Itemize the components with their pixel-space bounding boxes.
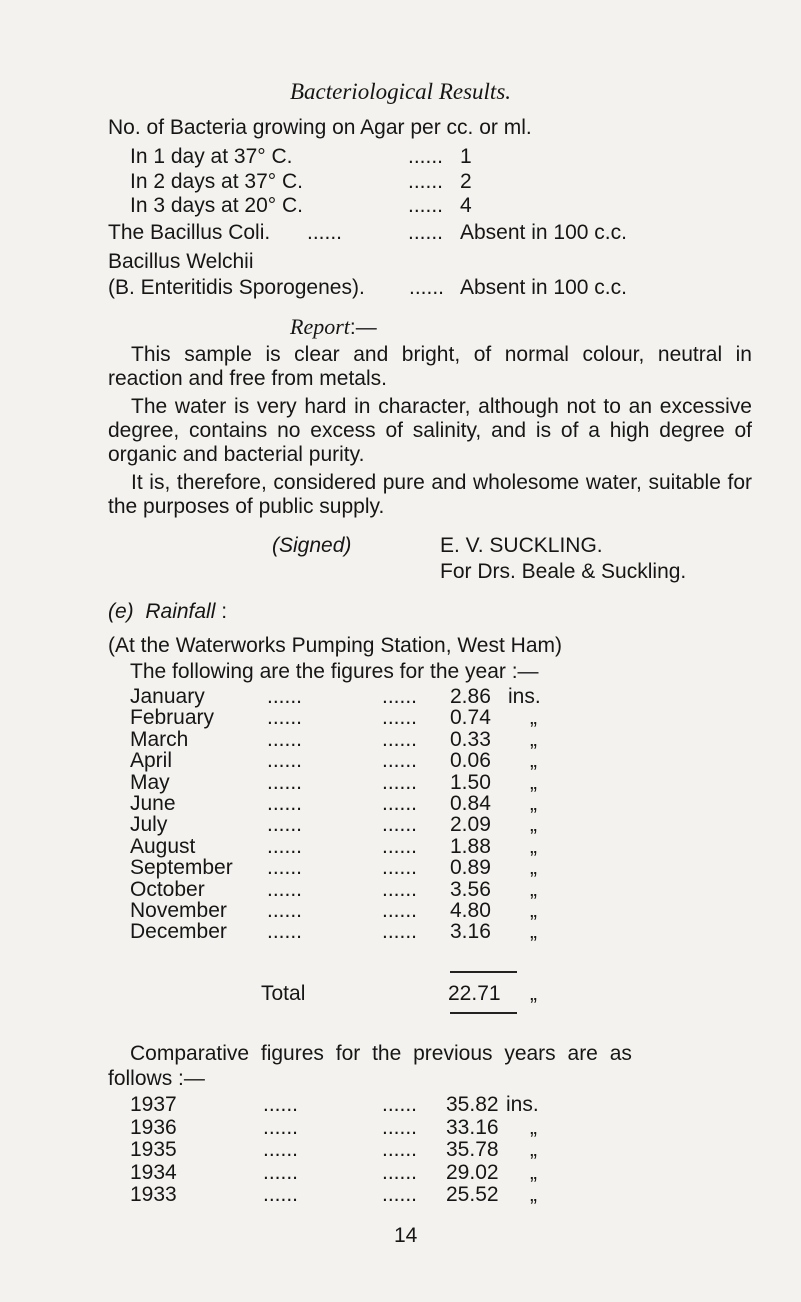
leader-dots: ...... bbox=[382, 706, 418, 730]
bacteria-heading: No. of Bacteria growing on Agar per cc. or ml. bbox=[108, 116, 532, 139]
month-value: 1.50 bbox=[450, 770, 491, 794]
month-value: 3.16 bbox=[450, 920, 491, 944]
month-unit: „ bbox=[530, 770, 537, 794]
signer-name: E. V. SUCKLING. bbox=[440, 534, 603, 557]
leader-dots: ...... bbox=[382, 920, 418, 944]
month-unit: „ bbox=[530, 792, 537, 815]
leader-dots: ...... bbox=[408, 221, 444, 244]
rainfall-heading bbox=[108, 601, 227, 622]
report-paragraph bbox=[108, 343, 752, 391]
leader-dots: ...... bbox=[382, 834, 418, 858]
leader-dots: ...... bbox=[267, 856, 303, 880]
leader-dots: ...... bbox=[263, 1093, 299, 1116]
total-rule-top bbox=[450, 971, 517, 973]
month-value: 0.89 bbox=[450, 856, 491, 880]
welchii-sublabel: (B. Enteritidis Sporogenes). bbox=[108, 276, 365, 299]
coli-value: Absent in 100 c.c. bbox=[460, 221, 627, 244]
month-name: October bbox=[130, 877, 205, 901]
year-label: 1937 bbox=[130, 1093, 177, 1116]
leader-dots: ...... bbox=[408, 145, 444, 168]
leader-dots: ...... bbox=[267, 920, 303, 944]
rainfall-intro: The following are the figures for the year :— bbox=[130, 660, 539, 683]
bacteriological-title: Bacteriological Results. bbox=[290, 79, 512, 104]
comparative-line: Comparative figures for the previous years are as bbox=[130, 1042, 632, 1065]
year-label: 1935 bbox=[130, 1138, 177, 1161]
coli-label: The Bacillus Coli. bbox=[108, 221, 271, 244]
leader-dots: ...... bbox=[382, 749, 418, 773]
welchii-value: Absent in 100 c.c. bbox=[460, 276, 627, 299]
year-unit: „ bbox=[530, 1138, 537, 1161]
agar-row-label: In 2 days at 37° C. bbox=[130, 170, 303, 193]
rainfall-label-suffix: : bbox=[221, 600, 228, 623]
year-value: 35.82 bbox=[446, 1093, 499, 1116]
agar-row-value: 2 bbox=[460, 170, 472, 193]
total-value: 22.71 bbox=[448, 982, 501, 1005]
leader-dots: ...... bbox=[382, 877, 418, 901]
year-value: 25.52 bbox=[446, 1183, 499, 1206]
leader-dots: ...... bbox=[267, 877, 303, 901]
month-unit: „ bbox=[530, 834, 537, 858]
year-unit: ins. bbox=[506, 1093, 539, 1116]
year-label: 1934 bbox=[130, 1160, 177, 1184]
leader-dots: ...... bbox=[382, 792, 418, 815]
agar-row-value: 4 bbox=[460, 194, 472, 217]
leader-dots: ...... bbox=[382, 1093, 418, 1116]
page-number: 14 bbox=[394, 1224, 418, 1247]
report-paragraph-text: The water is very hard in character, although not to an excessive degree, contains no excess of salinity, and is of a high degree of organic and bacterial purity. bbox=[108, 395, 752, 466]
signed-label: (Signed) bbox=[272, 534, 352, 557]
month-name: March bbox=[130, 727, 189, 751]
month-value: 2.09 bbox=[450, 813, 491, 837]
year-value: 29.02 bbox=[446, 1160, 499, 1184]
month-name: December bbox=[130, 920, 227, 944]
total-label: Total bbox=[261, 982, 306, 1005]
leader-dots: ...... bbox=[382, 1138, 418, 1161]
year-label: 1936 bbox=[130, 1115, 177, 1139]
leader-dots: ...... bbox=[263, 1183, 299, 1206]
leader-dots: ...... bbox=[267, 685, 303, 708]
leader-dots: ...... bbox=[307, 221, 343, 244]
year-unit: „ bbox=[530, 1160, 537, 1184]
leader-dots: ...... bbox=[409, 276, 445, 299]
month-name: April bbox=[130, 749, 173, 773]
total-unit: „ bbox=[530, 982, 537, 1005]
report-paragraph bbox=[108, 395, 752, 467]
month-unit: „ bbox=[530, 727, 537, 751]
rainfall-station: (At the Waterworks Pumping Station, West Ham) bbox=[108, 634, 562, 657]
month-value: 0.84 bbox=[450, 792, 491, 815]
month-unit: „ bbox=[530, 877, 537, 901]
year-value: 35.78 bbox=[446, 1138, 499, 1161]
leader-dots: ...... bbox=[267, 727, 303, 751]
agar-row-label: In 1 day at 37° C. bbox=[130, 145, 293, 168]
month-unit: „ bbox=[530, 813, 537, 837]
leader-dots: ...... bbox=[408, 194, 444, 217]
month-unit: „ bbox=[530, 749, 537, 773]
leader-dots: ...... bbox=[263, 1138, 299, 1161]
total-rule-bottom bbox=[450, 1012, 517, 1014]
month-value: 0.33 bbox=[450, 727, 491, 751]
year-unit: „ bbox=[530, 1115, 537, 1139]
leader-dots: ...... bbox=[267, 749, 303, 773]
leader-dots: ...... bbox=[382, 813, 418, 837]
leader-dots: ...... bbox=[267, 792, 303, 815]
month-value: 0.06 bbox=[450, 749, 491, 773]
report-paragraph bbox=[108, 471, 752, 519]
leader-dots: ...... bbox=[263, 1115, 299, 1139]
month-name: August bbox=[130, 834, 196, 858]
leader-dots: ...... bbox=[382, 856, 418, 880]
leader-dots: ...... bbox=[382, 899, 418, 922]
leader-dots: ...... bbox=[382, 685, 418, 708]
month-name: July bbox=[130, 813, 168, 837]
report-heading bbox=[290, 316, 377, 338]
leader-dots: ...... bbox=[267, 770, 303, 794]
year-value: 33.16 bbox=[446, 1115, 499, 1139]
agar-row-label: In 3 days at 20° C. bbox=[130, 194, 303, 217]
rainfall-label-prefix: (e) bbox=[108, 600, 134, 623]
month-value: 2.86 bbox=[450, 685, 491, 708]
month-value: 0.74 bbox=[450, 706, 491, 730]
month-name: May bbox=[130, 770, 170, 794]
month-unit: „ bbox=[530, 920, 537, 944]
leader-dots: ...... bbox=[382, 1160, 418, 1184]
month-unit: „ bbox=[530, 856, 537, 880]
report-paragraph-text: This sample is clear and bright, of normal colour, neutral in reaction and free from metals. bbox=[108, 343, 752, 390]
year-label: 1933 bbox=[130, 1183, 177, 1206]
month-name: February bbox=[130, 706, 215, 730]
welchii-label: Bacillus Welchii bbox=[108, 250, 254, 273]
month-unit: „ bbox=[530, 899, 537, 922]
leader-dots: ...... bbox=[382, 1183, 418, 1206]
month-unit: „ bbox=[530, 706, 537, 730]
comparative-line: follows :— bbox=[108, 1067, 205, 1090]
leader-dots: ...... bbox=[267, 706, 303, 730]
year-unit: „ bbox=[530, 1183, 537, 1206]
leader-dots: ...... bbox=[382, 727, 418, 751]
month-name: January bbox=[130, 685, 205, 708]
leader-dots: ...... bbox=[267, 813, 303, 837]
month-value: 4.80 bbox=[450, 899, 491, 922]
rainfall-label: Rainfall bbox=[145, 600, 216, 623]
report-title: Report bbox=[290, 314, 350, 339]
agar-row-value: 1 bbox=[460, 145, 472, 168]
month-unit: ins. bbox=[508, 685, 541, 708]
month-name: September bbox=[130, 856, 233, 880]
leader-dots: ...... bbox=[382, 1115, 418, 1139]
report-title-suffix: :— bbox=[349, 316, 377, 339]
month-value: 1.88 bbox=[450, 834, 491, 858]
leader-dots: ...... bbox=[382, 770, 418, 794]
leader-dots: ...... bbox=[267, 834, 303, 858]
report-paragraph-text: It is, therefore, considered pure and wholesome water, suitable for the purposes of public supply. bbox=[108, 471, 752, 518]
signer-for: For Drs. Beale & Suckling. bbox=[440, 560, 687, 583]
leader-dots: ...... bbox=[263, 1160, 299, 1184]
month-value: 3.56 bbox=[450, 877, 491, 901]
leader-dots: ...... bbox=[267, 899, 303, 922]
month-name: June bbox=[130, 792, 176, 815]
leader-dots: ...... bbox=[408, 170, 444, 193]
month-name: November bbox=[130, 899, 227, 922]
